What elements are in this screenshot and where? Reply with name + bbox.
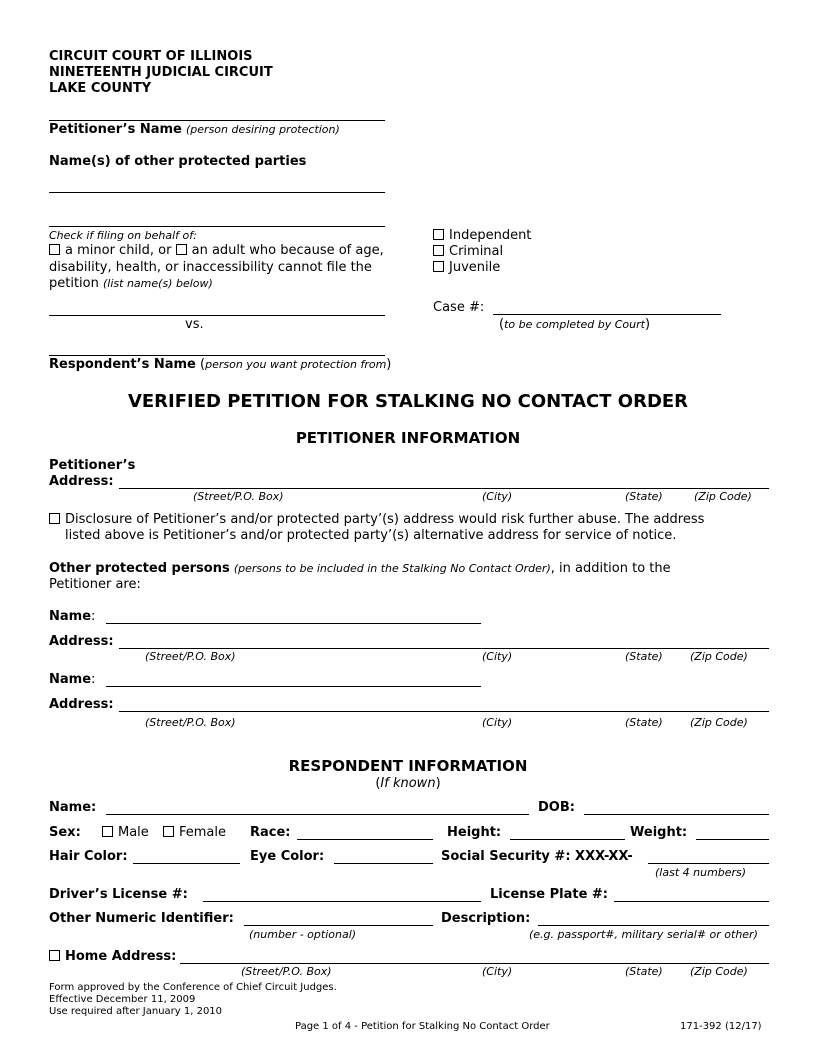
- person2-address-label: Address:: [49, 697, 114, 712]
- description-label: Description:: [441, 911, 531, 926]
- person1-name-label: Name:: [49, 609, 96, 624]
- zip-hint: (Zip Code): [694, 490, 752, 503]
- hair-color-line[interactable]: [133, 863, 240, 864]
- sex-male[interactable]: Male: [102, 825, 149, 841]
- numeric-identifier-hint: (number - optional): [249, 928, 357, 941]
- respondent-name-line[interactable]: [49, 355, 385, 356]
- sex-female[interactable]: Female: [163, 825, 226, 841]
- home-address-label[interactable]: Home Address:: [49, 949, 176, 965]
- other-persons-line2: Petitioner are:: [49, 577, 141, 592]
- person2-address-line[interactable]: [119, 711, 769, 712]
- person2-name-label: Name:: [49, 672, 96, 687]
- height-line[interactable]: [510, 839, 625, 840]
- case-type-juvenile[interactable]: Juvenile: [433, 260, 500, 276]
- petitioner-name-line[interactable]: [49, 120, 385, 121]
- eye-color-label: Eye Color:: [250, 849, 325, 864]
- dob-label: DOB:: [538, 800, 575, 815]
- numeric-identifier-line[interactable]: [244, 925, 433, 926]
- zip-hint: (Zip Code): [690, 716, 748, 729]
- resp-name-label: Name:: [49, 800, 97, 815]
- numeric-identifier-label: Other Numeric Identifier:: [49, 911, 234, 926]
- ssn-line[interactable]: [648, 863, 769, 864]
- weight-line[interactable]: [696, 839, 769, 840]
- zip-hint: (Zip Code): [690, 965, 748, 978]
- criminal-checkbox[interactable]: [433, 245, 444, 256]
- independent-checkbox[interactable]: [433, 229, 444, 240]
- person2-name-line[interactable]: [106, 686, 481, 687]
- disclosure-line2: listed above is Petitioner’s and/or protected party’(s) alternative address for service of notice.: [65, 528, 677, 543]
- judicial-circuit: NINETEENTH JUDICIAL CIRCUIT: [49, 65, 273, 80]
- adult-text-line3: petition (list name(s) below): [49, 276, 213, 291]
- other-party-line-2[interactable]: [49, 226, 385, 227]
- county: LAKE COUNTY: [49, 81, 152, 96]
- adult-checkbox[interactable]: [176, 244, 187, 255]
- case-type-criminal[interactable]: Criminal: [433, 244, 503, 260]
- person1-name-line[interactable]: [106, 623, 481, 624]
- other-party-line-1[interactable]: [49, 192, 385, 193]
- listed-names-line[interactable]: [49, 315, 385, 316]
- zip-hint: (Zip Code): [690, 650, 748, 663]
- race-line[interactable]: [297, 839, 433, 840]
- disclosure-checkbox[interactable]: [49, 513, 60, 524]
- behalf-options: a minor child, or an adult who because of age,: [49, 243, 384, 259]
- respondent-name-label: Respondent’s Name (person you want protection from): [49, 357, 392, 372]
- other-persons-label: Other protected persons (persons to be included in the Stalking No Contact Order), in addition to the: [49, 561, 671, 576]
- resp-name-line[interactable]: [106, 814, 529, 815]
- female-checkbox[interactable]: [163, 826, 174, 837]
- drivers-license-label: Driver’s License #:: [49, 887, 188, 902]
- street-hint: (Street/P.O. Box): [145, 716, 236, 729]
- race-label: Race:: [250, 825, 291, 840]
- height-label: Height:: [447, 825, 502, 840]
- petitioner-address-label2: Address:: [49, 474, 114, 489]
- case-number-hint: (to be completed by Court): [499, 317, 651, 332]
- description-hint: (e.g. passport#, military serial# or other): [529, 928, 758, 941]
- footer-page: Page 1 of 4 - Petition for Stalking No Contact Order: [295, 1021, 550, 1032]
- street-hint: (Street/P.O. Box): [145, 650, 236, 663]
- check-hint: Check if filing on behalf of:: [49, 229, 197, 242]
- city-hint: (City): [482, 490, 513, 503]
- ssn-label: Social Security #: XXX-XX-: [441, 849, 633, 864]
- case-number-line[interactable]: [493, 314, 721, 315]
- case-number-label: Case #:: [433, 300, 485, 315]
- sex-label: Sex:: [49, 825, 81, 840]
- respondent-info-heading: RESPONDENT INFORMATION: [288, 757, 528, 775]
- hair-color-label: Hair Color:: [49, 849, 128, 864]
- court-name: CIRCUIT COURT OF ILLINOIS: [49, 49, 253, 64]
- state-hint: (State): [625, 490, 663, 503]
- other-parties-label: Name(s) of other protected parties: [49, 154, 307, 169]
- city-hint: (City): [482, 650, 513, 663]
- eye-color-line[interactable]: [334, 863, 433, 864]
- city-hint: (City): [482, 965, 513, 978]
- city-hint: (City): [482, 716, 513, 729]
- state-hint: (State): [625, 716, 663, 729]
- license-plate-line[interactable]: [614, 901, 769, 902]
- last4-hint: (last 4 numbers): [655, 866, 747, 879]
- description-line[interactable]: [538, 925, 769, 926]
- street-hint: (Street/P.O. Box): [241, 965, 332, 978]
- case-type-independent[interactable]: Independent: [433, 228, 531, 244]
- state-hint: (State): [625, 650, 663, 663]
- street-hint: (Street/P.O. Box): [193, 490, 284, 503]
- dob-line[interactable]: [584, 814, 769, 815]
- male-checkbox[interactable]: [102, 826, 113, 837]
- footer-approval: Form approved by the Conference of Chief Circuit Judges.: [49, 982, 337, 993]
- vs-label: vs.: [185, 317, 204, 332]
- home-address-checkbox[interactable]: [49, 950, 60, 961]
- petitioner-info-heading: PETITIONER INFORMATION: [295, 429, 521, 447]
- person1-address-label: Address:: [49, 634, 114, 649]
- footer-required: Use required after January 1, 2010: [49, 1006, 223, 1017]
- footer-form-code: 171-392 (12/17): [680, 1021, 762, 1032]
- footer-effective: Effective December 11, 2009: [49, 994, 196, 1005]
- juvenile-checkbox[interactable]: [433, 261, 444, 272]
- license-plate-label: License Plate #:: [490, 887, 609, 902]
- weight-label: Weight:: [630, 825, 688, 840]
- petitioner-name-label: Petitioner’s Name (person desiring protection): [49, 122, 340, 137]
- disclosure-line1[interactable]: Disclosure of Petitioner’s and/or protected party’(s) address would risk further abuse. The address: [49, 512, 704, 528]
- petitioner-address-label1: Petitioner’s: [49, 458, 136, 473]
- form-title: VERIFIED PETITION FOR STALKING NO CONTACT ORDER: [127, 391, 689, 412]
- adult-text-line2: disability, health, or inaccessibility cannot file the: [49, 260, 372, 275]
- drivers-license-line[interactable]: [203, 901, 481, 902]
- state-hint: (State): [625, 965, 663, 978]
- minor-child-checkbox[interactable]: [49, 244, 60, 255]
- if-known: (If known): [375, 776, 441, 791]
